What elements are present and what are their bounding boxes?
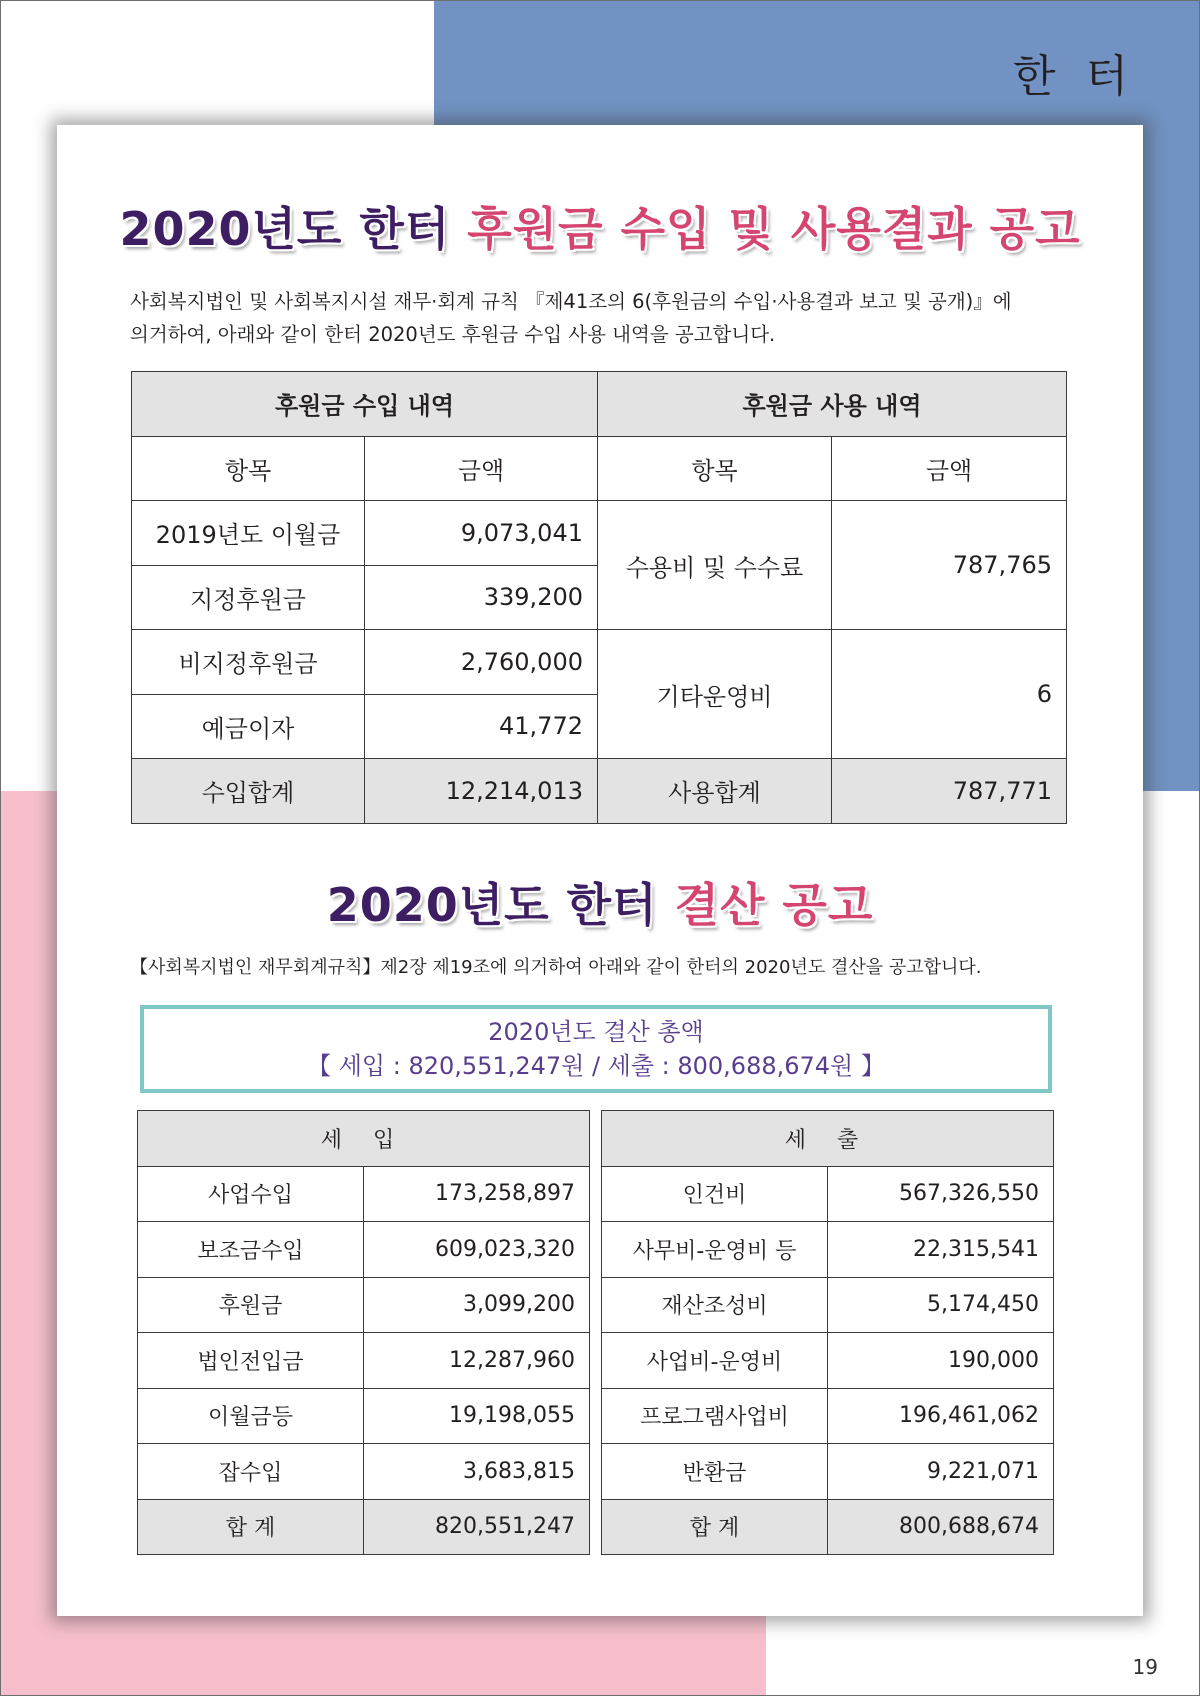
expense-total-label: 합 계: [602, 1499, 828, 1555]
table-total-row: [602, 1499, 1054, 1555]
expense-table: [601, 1110, 1054, 1555]
revenue-item-label: 후원금: [138, 1277, 364, 1333]
revenue-header: 세 입: [138, 1111, 590, 1167]
usage-total-amount: 787,771: [832, 759, 1067, 824]
brand-name: 한 터: [1013, 51, 1136, 102]
table-row: [602, 1388, 1054, 1444]
expense-item-amount: 190,000: [828, 1333, 1054, 1389]
revenue-item-label: 잡수입: [138, 1444, 364, 1500]
section2-title-main: 2020년도 한터: [326, 878, 675, 932]
income-item-amount: 41,772: [365, 694, 598, 759]
section2-title-highlight: 결산 공고: [674, 878, 874, 932]
section2-title: [57, 869, 1143, 935]
revenue-item-amount: 19,198,055: [364, 1388, 590, 1444]
income-item-amount: 339,200: [365, 565, 598, 630]
usage-total-label: 사용합계: [598, 759, 832, 824]
expense-item-label: 반환금: [602, 1444, 828, 1500]
revenue-table: [137, 1110, 590, 1555]
revenue-item-amount: 173,258,897: [364, 1166, 590, 1222]
expense-item-amount: 22,315,541: [828, 1222, 1054, 1278]
revenue-total-amount: 820,551,247: [364, 1499, 590, 1555]
content-card: [57, 125, 1143, 1616]
usage-col-amount: 금액: [832, 436, 1067, 501]
income-col-amount: 금액: [365, 436, 598, 501]
income-header: 후원금 수입 내역: [132, 372, 598, 437]
expense-item-label: 사업비-운영비: [602, 1333, 828, 1389]
usage-item-amount: 787,765: [832, 501, 1067, 630]
income-total-amount: 12,214,013: [365, 759, 598, 824]
expense-header: 세 출: [602, 1111, 1054, 1167]
section1-intro: [130, 285, 1080, 351]
usage-header: 후원금 사용 내역: [598, 372, 1067, 437]
revenue-item-label: 법인전입금: [138, 1333, 364, 1389]
donation-table: [131, 371, 1067, 824]
usage-col-item: 항목: [598, 436, 832, 501]
income-item-label: 비지정후원금: [132, 630, 365, 695]
section1-intro-line2: 의거하여, 아래와 같이 한터 2020년도 후원금 수입 사용 내역을 공고합니다.: [130, 323, 776, 346]
settlement-summary-box: [140, 1005, 1052, 1093]
usage-item-label: 수용비 및 수수료: [598, 501, 832, 630]
expense-item-amount: 5,174,450: [828, 1277, 1054, 1333]
summary-title: 2020년도 결산 총액: [488, 1018, 704, 1046]
revenue-total-label: 합 계: [138, 1499, 364, 1555]
section2-intro: 【사회복지법인 재무회계규칙】제2장 제19조에 의거하여 아래와 같이 한터의 2020년도 결산을 공고합니다.: [130, 957, 982, 978]
table-row: [138, 1222, 590, 1278]
table-total-row: [132, 759, 1067, 824]
table-row: [602, 1166, 1054, 1222]
revenue-item-amount: 3,099,200: [364, 1277, 590, 1333]
expense-item-label: 사무비-운영비 등: [602, 1222, 828, 1278]
table-row: [138, 1166, 590, 1222]
expense-total-amount: 800,688,674: [828, 1499, 1054, 1555]
income-col-item: 항목: [132, 436, 365, 501]
table-row: [132, 630, 1067, 695]
table-total-row: [138, 1499, 590, 1555]
section1-title-main: 2020년도 한터: [119, 202, 468, 256]
table-row: [602, 1222, 1054, 1278]
table-row: [138, 1444, 590, 1500]
usage-item-label: 기타운영비: [598, 630, 832, 759]
table-row: [602, 1444, 1054, 1500]
table-row: [138, 1388, 590, 1444]
usage-item-amount: 6: [832, 630, 1067, 759]
table-row: [138, 1277, 590, 1333]
revenue-item-label: 사업수입: [138, 1166, 364, 1222]
revenue-item-amount: 12,287,960: [364, 1333, 590, 1389]
table-row: [602, 1333, 1054, 1389]
income-item-label: 예금이자: [132, 694, 365, 759]
revenue-item-label: 보조금수입: [138, 1222, 364, 1278]
summary-totals: 【 세입 : 820,551,247원 / 세출 : 800,688,674원 】: [307, 1052, 885, 1080]
page-number: 19: [1132, 1655, 1158, 1679]
income-item-amount: 9,073,041: [365, 501, 598, 566]
expense-item-label: 인건비: [602, 1166, 828, 1222]
revenue-item-amount: 609,023,320: [364, 1222, 590, 1278]
table-row: [602, 1277, 1054, 1333]
expense-item-label: 재산조성비: [602, 1277, 828, 1333]
table-row: [138, 1333, 590, 1389]
income-item-label: 지정후원금: [132, 565, 365, 630]
expense-item-label: 프로그램사업비: [602, 1388, 828, 1444]
section1-title: [57, 193, 1143, 259]
section1-intro-line1: 사회복지법인 및 사회복지시설 재무·회계 규칙 『제41조의 6(후원금의 수입·사용결과 보고 및 공개)』에: [130, 290, 1012, 313]
revenue-item-amount: 3,683,815: [364, 1444, 590, 1500]
expense-item-amount: 9,221,071: [828, 1444, 1054, 1500]
expense-item-amount: 196,461,062: [828, 1388, 1054, 1444]
income-total-label: 수입합계: [132, 759, 365, 824]
expense-item-amount: 567,326,550: [828, 1166, 1054, 1222]
revenue-item-label: 이월금등: [138, 1388, 364, 1444]
income-item-amount: 2,760,000: [365, 630, 598, 695]
section1-title-highlight: 후원금 수입 및 사용결과 공고: [467, 202, 1081, 256]
table-row: [132, 501, 1067, 566]
income-item-label: 2019년도 이월금: [132, 501, 365, 566]
